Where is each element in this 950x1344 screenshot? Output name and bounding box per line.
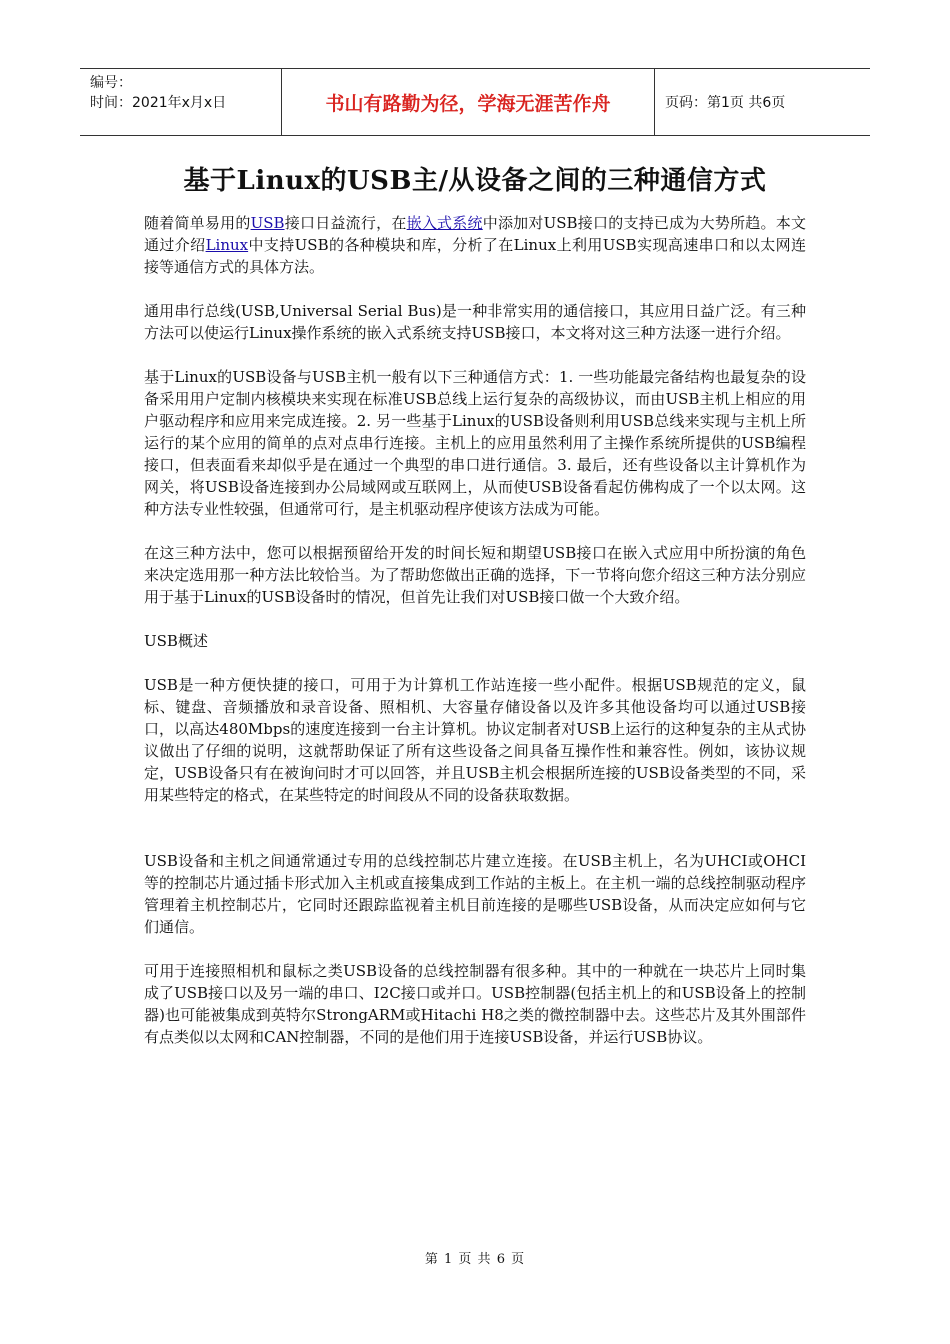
header-info-cell <box>80 69 282 135</box>
document-time: 时间：2021年x月x日 <box>90 95 227 111</box>
header-motto: 书山有路勤为径，学海无涯苦作舟 <box>282 69 655 135</box>
embedded-system-link[interactable]: 嵌入式系统 <box>406 214 483 232</box>
document-number: 编号： <box>90 75 132 91</box>
text-run: 接口日益流行，在 <box>284 214 407 232</box>
paragraph-usb-overview: USB是一种方便快捷的接口，可用于为计算机工作站连接一些小配件。根据USB规范的定义，鼠标、键盘、音频播放和录音设备、照相机、大容量存储设备以及许多其他设备均可以通过USB接口，以高达480Mbps的速度连接到一台主计算机。协议定制者对USB上运行的这种复杂的主从式协议做出了仔细的说明，这就帮助保证了所有这些设备之间具备互操作性和兼容性。例如，该协议规定，USB设备只有在被询问时才可以回答，并且USB主机会根据所连接的USB设备类型的不同，采用某些特定的格式，在某些特定的时间段从不同的设备获取数据。 <box>144 676 806 804</box>
paragraph-bus-controller: USB设备和主机之间通常通过专用的总线控制芯片建立连接。在USB主机上，名为UHCI或OHCI等的控制芯片通过插卡形式加入主机或直接集成到工作站的主板上。在主机一端的总线控制驱动程序管理着主机控制芯片，它同时还跟踪监视着主机目前连接的是哪些USB设备，从而决定应如何与它们通信。 <box>144 852 806 936</box>
paragraph-three-methods: 基于Linux的USB设备与USB主机一般有以下三种通信方式：1. 一些功能最完备结构也最复杂的设备采用用户定制内核模块来实现在标准USB总线上运行复杂的高级协议，而由USB主机上相应的用户驱动程序和应用来完成连接。2. 另一些基于Linux的USB设备则利用USB总线来实现与主机上所运行的某个应用的简单的点对点串行连接。主机上的应用虽然利用了主操作系统所提供的USB编程接口，但表面看来却似乎是在通过一个典型的串口进行通信。3. 最后，还有些设备以主计算机作为网关，将USB设备连接到办公局域网或互联网上，从而使USB设备看起仿佛构成了一个以太网。这种方法专业性较强，但通常可行，是主机驱动程序使该方法成为可能。 <box>144 368 806 518</box>
section-heading-usb-overview: USB概述 <box>144 632 208 650</box>
header-page-number: 页码：第1页 共6页 <box>665 95 786 111</box>
linux-link[interactable]: Linux <box>205 236 249 254</box>
document-title: 基于Linux的USB主/从设备之间的三种通信方式 <box>183 166 767 196</box>
text-run: 随着简单易用的 <box>144 214 251 232</box>
paragraph-intro <box>144 212 806 278</box>
text-run: 中添加对USB接口的支持已成为大势所趋。本文通过介绍 <box>144 214 806 254</box>
paragraph-usb-definition: 通用串行总线(USB,Universal Serial Bus)是一种非常实用的通信接口，其应用日益广泛。有三种方法可以使运行Linux操作系统的嵌入式系统支持USB接口，本文将对这三种方法逐一进行介绍。 <box>144 302 806 342</box>
page-footer: 第 1 页 共 6 页 <box>424 1252 526 1267</box>
paragraph-choose-method: 在这三种方法中，您可以根据预留给开发的时间长短和期望USB接口在嵌入式应用中所扮演的角色来决定选用那一种方法比较恰当。为了帮助您做出正确的选择，下一节将向您介绍这三种方法分别应用于基于Linux的USB设备时的情况，但首先让我们对USB接口做一个大致介绍。 <box>144 544 806 606</box>
usb-link[interactable]: USB <box>250 214 285 232</box>
text-run: 中支持USB的各种模块和库，分析了在Linux上利用USB实现高速串口和以太网连接等通信方式的具体方法。 <box>144 236 806 276</box>
page-header <box>80 68 870 136</box>
document-body <box>144 212 806 1070</box>
paragraph-controller-types: 可用于连接照相机和鼠标之类USB设备的总线控制器有很多种。其中的一种就在一块芯片上同时集成了USB接口以及另一端的串口、I2C接口或并口。USB控制器(包括主机上的和USB设备上的控制器)也可能被集成到英特尔StrongARM或Hitachi H8之类的微控制器中去。这些芯片及其外围部件有点类似以太网和CAN控制器，不同的是他们用于连接USB设备，并运行USB协议。 <box>144 962 806 1046</box>
